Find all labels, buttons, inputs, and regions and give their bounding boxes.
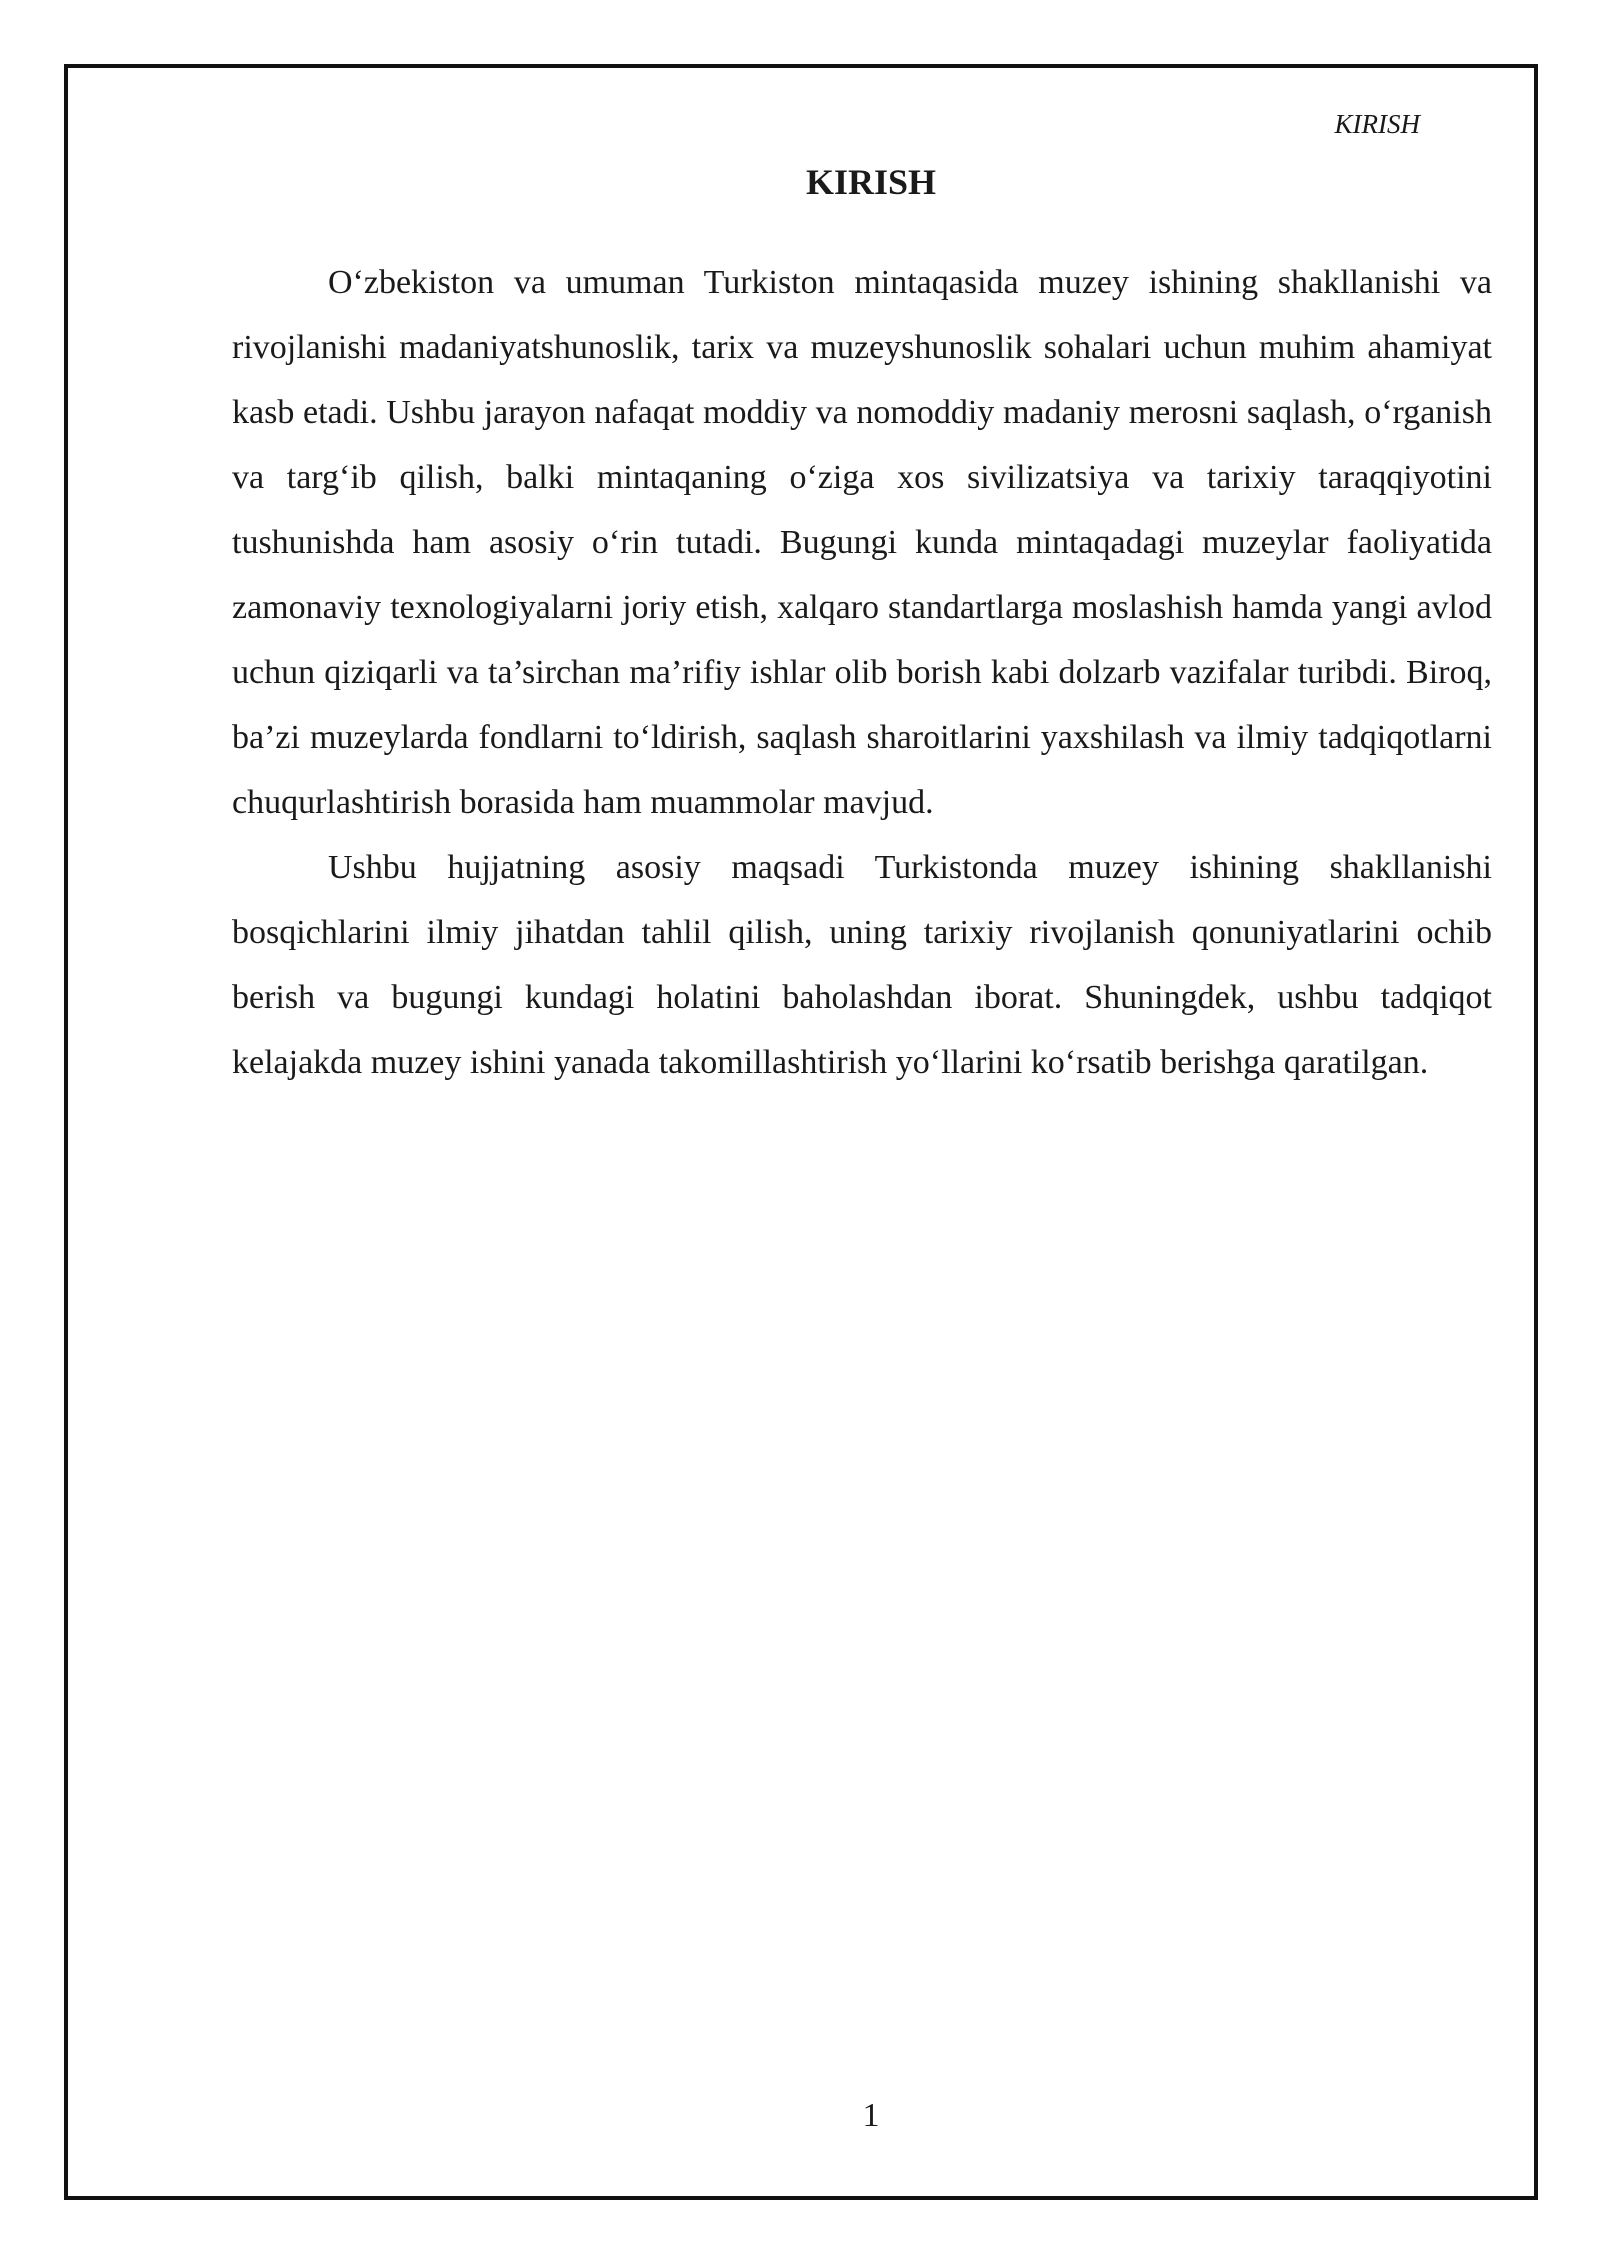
paragraph-1: O‘zbekiston va umuman Turkiston mintaqasida muzey ishining shakllanishi va rivojlanishi madaniyatshunoslik, tarix va muzeyshunoslik sohalari uchun muhim ahamiyat kasb etadi. Ushbu jarayon nafaqat moddiy va nomoddiy madaniy merosni saqlash, o‘rganish va targ‘ib qilish, balki mintaqaning o‘ziga xos sivilizatsiya va tarixiy taraqqiyotini tushunishda ham asosiy o‘rin tutadi. Bugungi kunda mintaqadagi muzeylar faoliyatida zamonaviy texnologiyalarni joriy etish, xalqaro standartlarga moslashish hamda yangi avlod uchun qiziqarli va ta’sirchan ma’rifiy ishlar olib borish kabi dolzarb vazifalar turibdi. Biroq, ba’zi muzeylarda fondlarni to‘ldirish, saqlash sharoitlarini yaxshilash va ilmiy tadqiqotlarni chuqurlashtirish borasida ham muammolar mavjud. [232,264,1492,821]
body-text [232,250,1492,1095]
page-title: KIRISH [805,162,937,202]
paragraph-2: Ushbu hujjatning asosiy maqsadi Turkistonda muzey ishining shakllanishi bosqichlarini ilmiy jihatdan tahlil qilish, uning tarixiy rivojlanish qonuniyatlarini ochib berish va bugungi kundagi holatini baholashdan iborat. Shuningdek, ushbu tadqiqot kelajakda muzey ishini yanada takomillashtirish yo‘llarini ko‘rsatib berishga qaratilgan. [232,849,1492,1081]
page-number: 1 [862,2097,880,2134]
running-header: KIRISH [1334,109,1420,139]
page-frame [64,64,1538,2200]
